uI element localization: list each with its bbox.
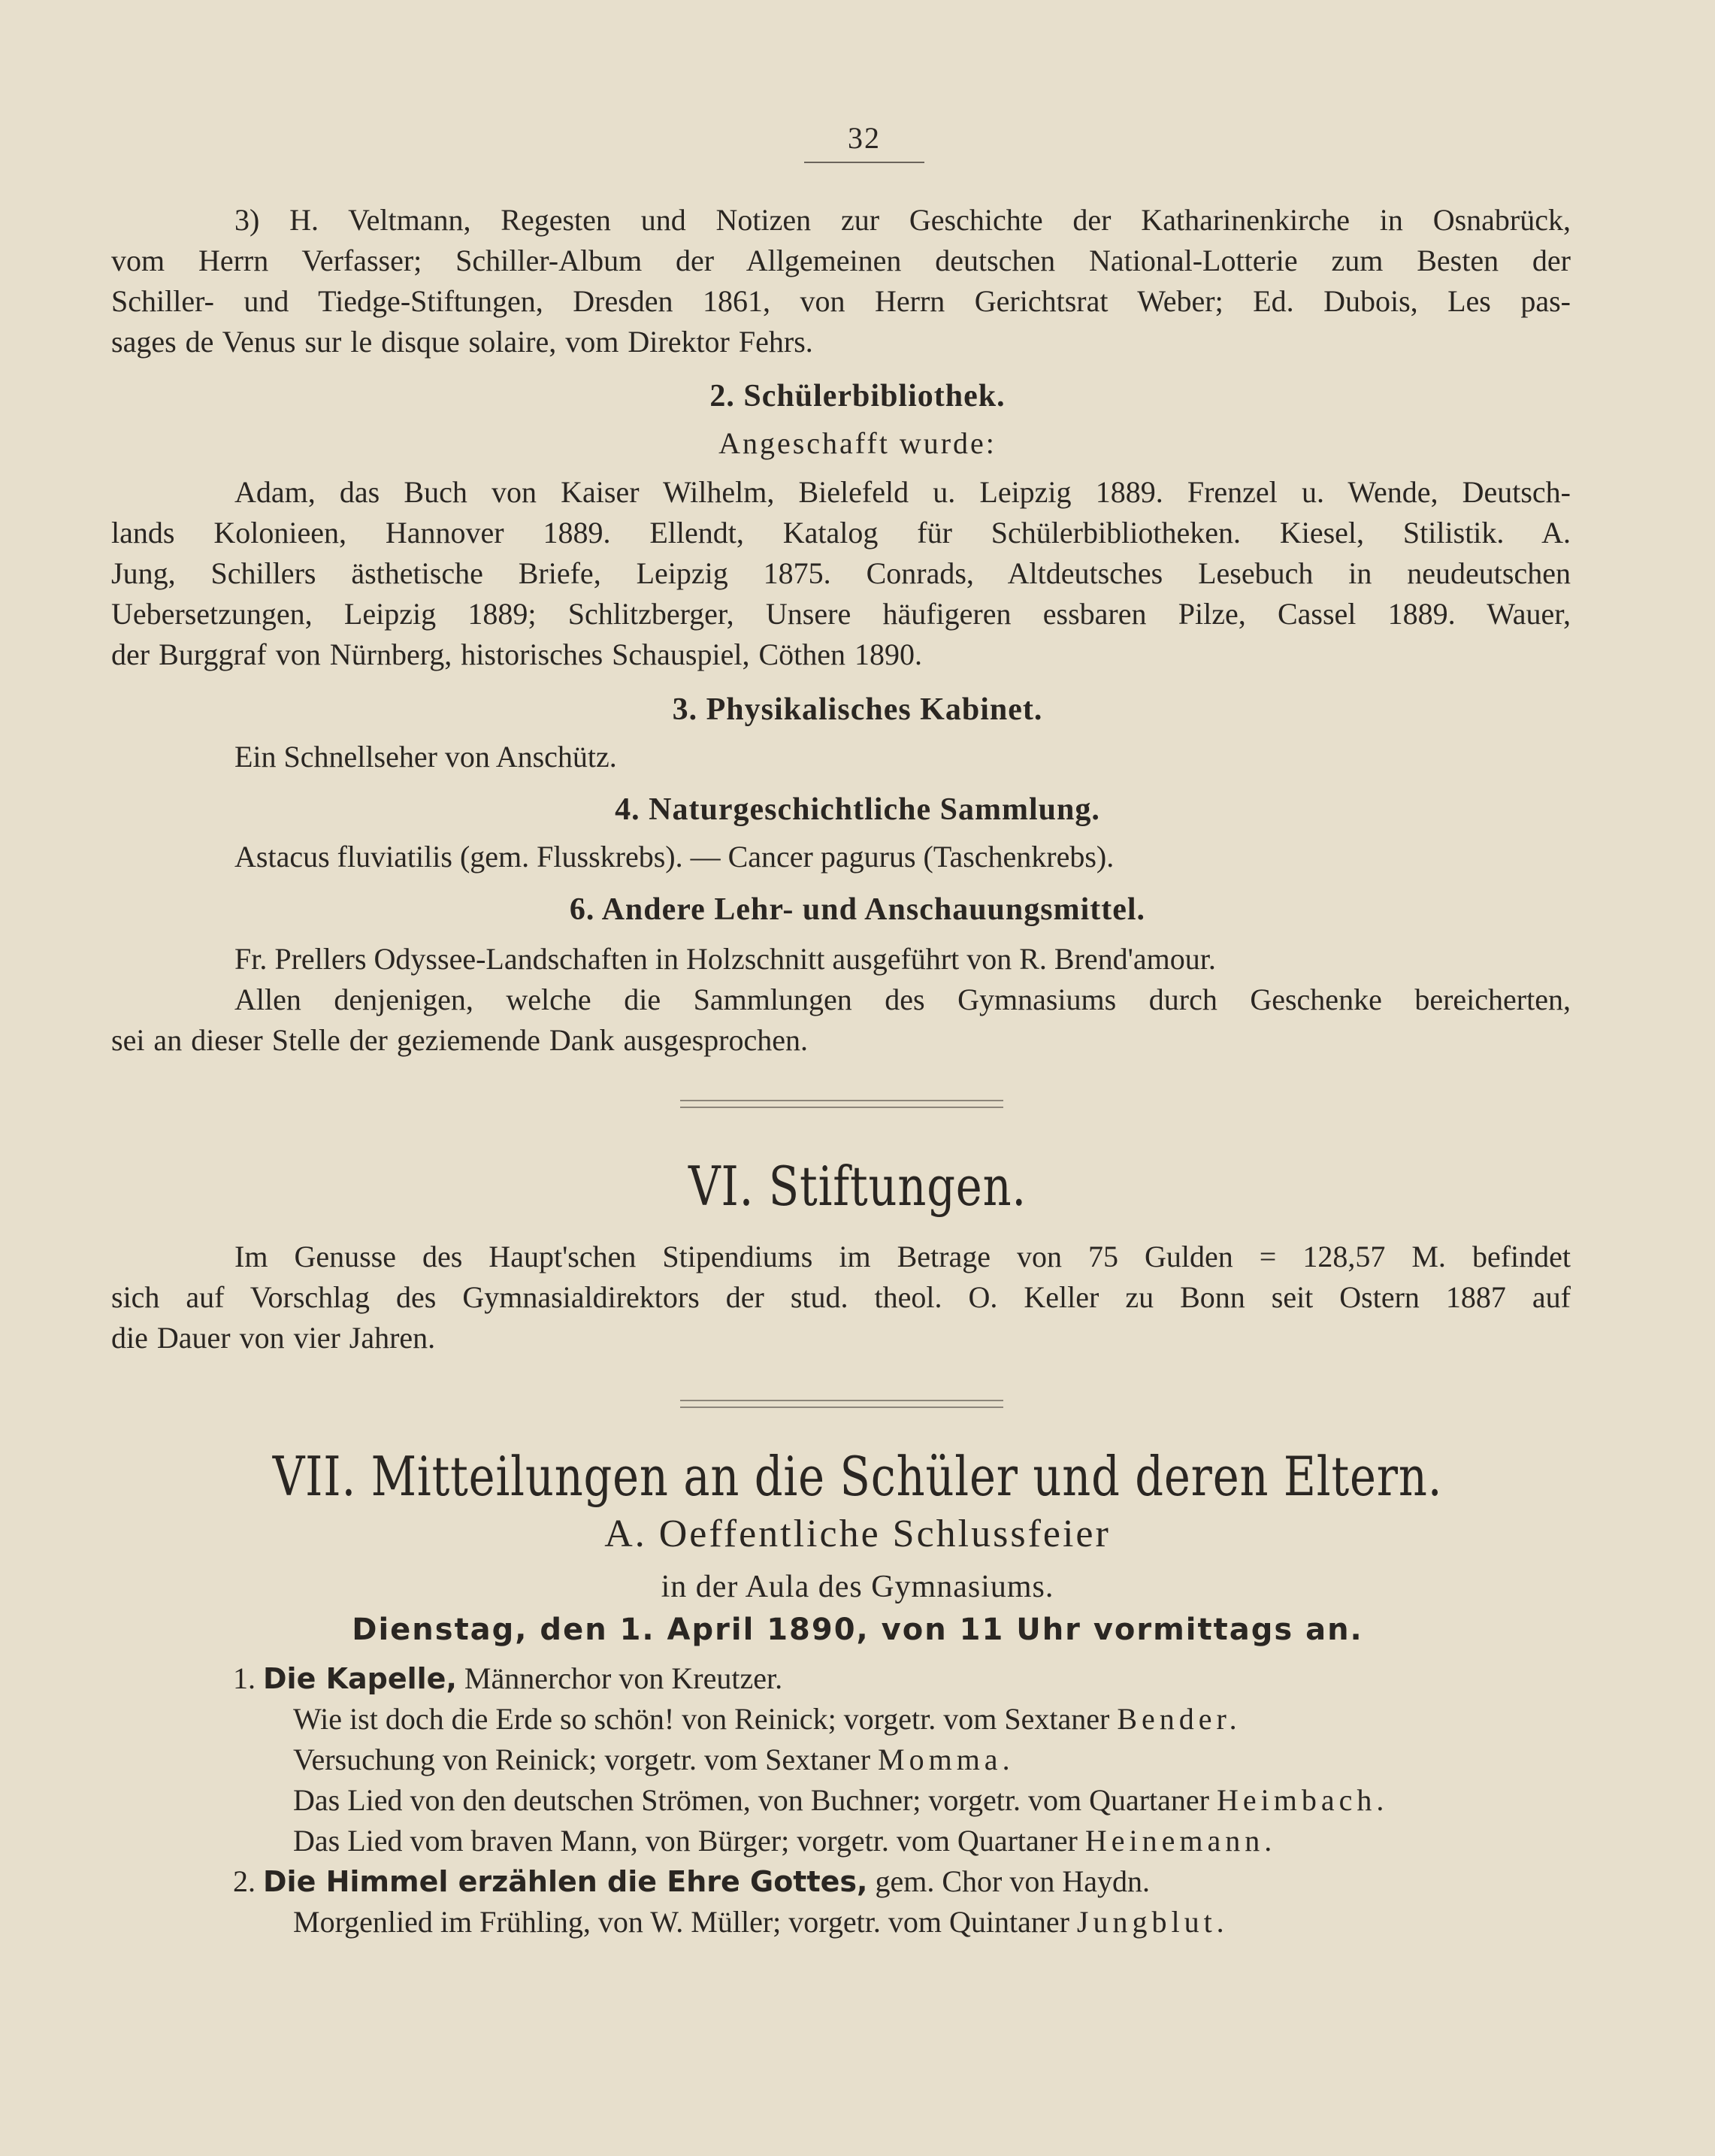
section-divider xyxy=(680,1400,1003,1408)
schuelerbibliothek-heading: 2. Schülerbibliothek. xyxy=(709,379,1006,413)
page-number-rule xyxy=(804,162,924,163)
schuelerbibliothek-subheading: Angeschafft wurde: xyxy=(718,426,997,460)
library-line: Schiller- und Tiedge-Stiftungen, Dresden 1861, von Herrn Gerichtsrat Weber; Ed. Dubois, Les pas- xyxy=(111,284,1571,318)
program-number: 2. xyxy=(233,1864,256,1898)
stiftungen-paragraph xyxy=(111,1237,1571,1358)
program-number: 1. xyxy=(233,1661,256,1695)
schuelerbibliothek-paragraph xyxy=(111,472,1571,675)
kabinet-heading: 3. Physikalisches Kabinet. xyxy=(672,692,1043,727)
program-subitem xyxy=(293,1699,1242,1740)
lehrmittel-paragraph xyxy=(111,939,1571,1061)
program-text: Wie ist doch die Erde so schön! von Reinick; vorgetr. vom Sextaner xyxy=(293,1702,1118,1736)
program-subitem xyxy=(293,1740,1015,1780)
section-divider xyxy=(680,1100,1003,1108)
program-text: Morgenlied im Frühling, von W. Müller; vorgetr. vom Quintaner xyxy=(293,1905,1077,1939)
performer-name: Bender. xyxy=(1117,1702,1242,1736)
sammlung-paragraph xyxy=(111,837,1571,877)
performer-name: Heinemann. xyxy=(1084,1824,1277,1858)
stiftungen-line: Im Genusse des Haupt'schen Stipendiums im Betrage von 75 Gulden = 128,57 M. befindet xyxy=(234,1240,1571,1273)
program-title: Die Himmel erzählen die Ehre Gottes, xyxy=(263,1865,868,1898)
mitteilungen-heading: VII. Mitteilungen an die Schüler und deren Eltern. xyxy=(272,1445,1443,1508)
stiftungen-line: die Dauer von vier Jahren. xyxy=(111,1321,436,1355)
sammlung-heading: 4. Naturgeschichtliche Sammlung. xyxy=(615,792,1100,827)
program-subitem xyxy=(293,1780,1388,1821)
date-line: Dienstag, den 1. April 1890, von 11 Uhr vormittags an. xyxy=(352,1612,1363,1647)
sammlung-text: Astacus fluviatilis (gem. Flusskrebs). — Cancer pagurus (Taschenkrebs). xyxy=(234,840,1115,874)
program-subitem xyxy=(293,1821,1276,1861)
program-text: Männerchor von Kreutzer. xyxy=(456,1661,783,1695)
location-line: in der Aula des Gymnasiums. xyxy=(661,1570,1054,1604)
lehrmittel-text: Fr. Prellers Odyssee-Landschaften in Holzschnitt ausgeführt von R. Brend'amour. xyxy=(234,942,1216,976)
program-text: gem. Chor von Haydn. xyxy=(867,1864,1150,1898)
library-line: sages de Venus sur le disque solaire, vom Direktor Fehrs. xyxy=(111,325,813,359)
performer-name: Heimbach. xyxy=(1216,1783,1389,1817)
stiftungen-line: sich auf Vorschlag des Gymnasialdirektors der stud. theol. O. Keller zu Bonn seit Ostern 1887 auf xyxy=(111,1280,1571,1314)
performer-name: Jungblut. xyxy=(1076,1905,1229,1939)
stiftungen-heading: VI. Stiftungen. xyxy=(688,1155,1027,1218)
book-line: Jung, Schillers ästhetische Briefe, Leipzig 1875. Conrads, Altdeutsches Lesebuch in neudeutschen xyxy=(111,556,1571,590)
library-line: vom Herrn Verfasser; Schiller-Album der Allgemeinen deutschen National-Lotterie zum Besten der xyxy=(111,244,1571,277)
thanks-line: sei an dieser Stelle der geziemende Dank ausgesprochen. xyxy=(111,1023,808,1057)
kabinet-text: Ein Schnellseher von Anschütz. xyxy=(234,740,617,774)
performer-name: Momma. xyxy=(878,1743,1015,1776)
program-title: Die Kapelle, xyxy=(263,1662,457,1695)
program-text: Versuchung von Reinick; vorgetr. vom Sextaner xyxy=(293,1743,879,1776)
program-text: Das Lied von den deutschen Strömen, von Buchner; vorgetr. vom Quartaner xyxy=(293,1783,1217,1817)
book-line: Uebersetzungen, Leipzig 1889; Schlitzberger, Unsere häufigeren essbaren Pilze, Cassel 1889. Wauer, xyxy=(111,597,1571,631)
page-number: 32 xyxy=(848,121,881,155)
library-line: 3) H. Veltmann, Regesten und Notizen zur Geschichte der Katharinenkirche in Osnabrück, xyxy=(234,203,1571,237)
schlussfeier-heading: A. Oeffentliche Schlussfeier xyxy=(604,1513,1111,1555)
library-paragraph xyxy=(111,200,1571,362)
program-item xyxy=(233,1861,1150,1902)
program-text: Das Lied vom braven Mann, von Bürger; vorgetr. vom Quartaner xyxy=(293,1824,1085,1858)
book-line: der Burggraf von Nürnberg, historisches Schauspiel, Cöthen 1890. xyxy=(111,637,923,671)
thanks-line: Allen denjenigen, welche die Sammlungen des Gymnasiums durch Geschenke bereicherten, xyxy=(234,983,1571,1016)
lehrmittel-heading: 6. Andere Lehr- und Anschauungsmittel. xyxy=(569,892,1146,927)
book-line: Adam, das Buch von Kaiser Wilhelm, Bielefeld u. Leipzig 1889. Frenzel u. Wende, Deutsch- xyxy=(234,475,1571,509)
kabinet-paragraph xyxy=(111,737,1571,777)
program-subitem xyxy=(293,1902,1229,1943)
program-item xyxy=(233,1658,782,1699)
book-line: lands Kolonieen, Hannover 1889. Ellendt, Katalog für Schülerbibliotheken. Kiesel, Stilistik. A. xyxy=(111,516,1571,550)
